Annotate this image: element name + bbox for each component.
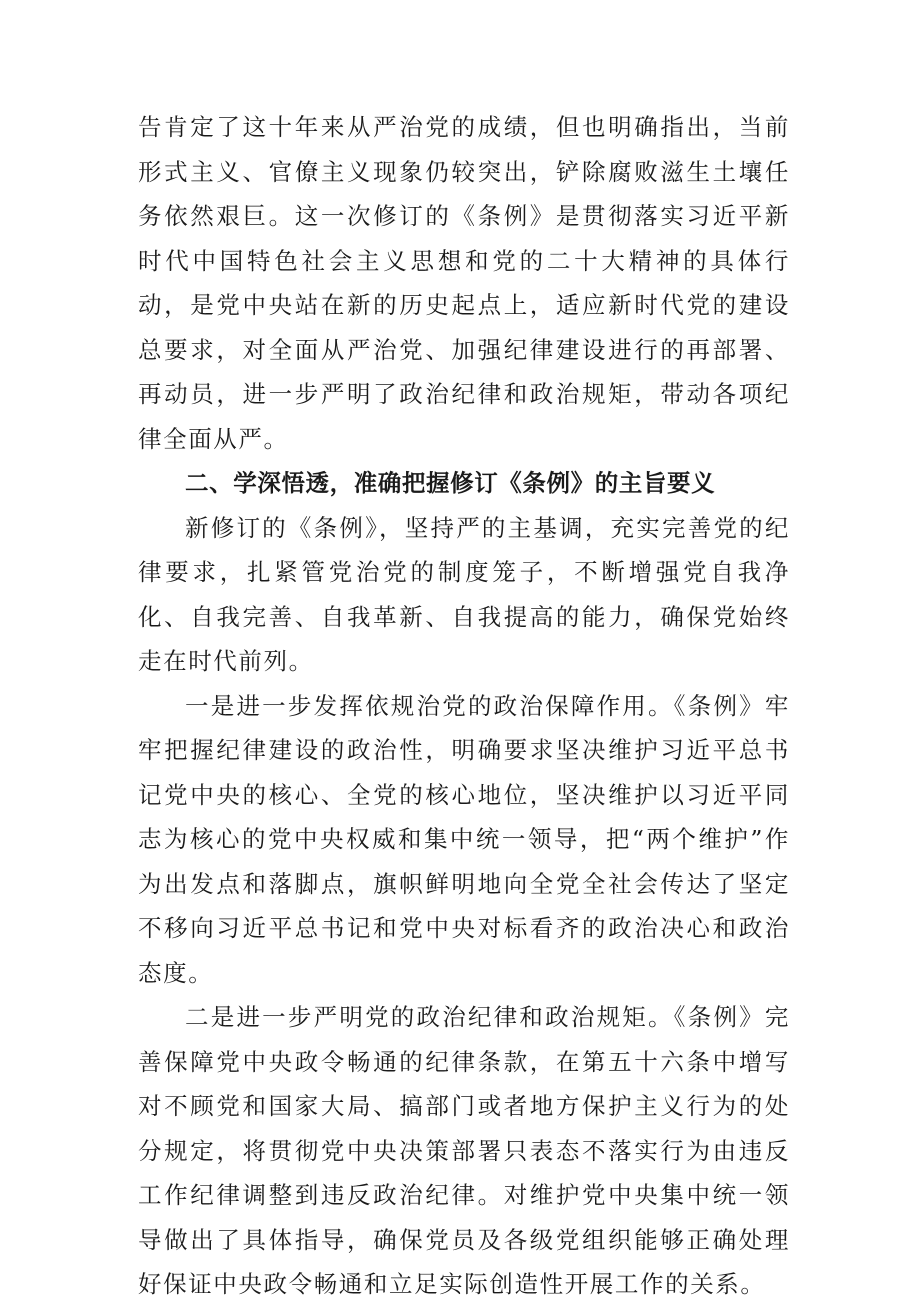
paragraph-intro: 新修订的《条例》，坚持严的主基调，充实完善党的纪律要求，扎紧管党治党的制度笼子，不断增强党自我净化、自我完善、自我革新、自我提高的能力，确保党始终走在时代前列。 [138,513,790,675]
section-heading: 二、学深悟透，准确把握修订《条例》的主旨要义 [185,469,716,497]
paragraph-point-one: 一是进一步发挥依规治党的政治保障作用。《条例》牢牢把握纪律建设的政治性，明确要求坚决维护习近平总书记党中央的核心、全党的核心地位，坚决维护以习近平同志为核心的党中央权威和集中统一领导，把“两个维护”作为出发点和落脚点，旗帜鲜明地向全党全社会传达了坚定不移向习近平总书记和党中央对标看齐的政治决心和政治态度。 [138,691,790,987]
paragraph-point-two: 二是进一步严明党的政治纪律和政治规矩。《条例》完善保障党中央政令畅通的纪律条款，在第五十六条中增写对不顾党和国家大局、搞部门或者地方保护主义行为的处分规定，将贯彻党中央决策部署只表态不落实行为由违反工作纪律调整到违反政治纪律。对维护党中央集中统一领导做出了具体指导，确保党员及各级党组织能够正确处理好保证中央政令畅通和立足实际创造性开展工作的关系。 [138,1003,790,1298]
paragraph-continuation: 告肯定了这十年来从严治党的成绩，但也明确指出，当前形式主义、官僚主义现象仍较突出，铲除腐败滋生土壤任务依然艰巨。这一次修订的《条例》是贯彻落实习近平新时代中国特色社会主义思想和党的二十大精神的具体行动，是党中央站在新的历史起点上，适应新时代党的建设总要求，对全面从严治党、加强纪律建设进行的再部署、再动员，进一步严明了政治纪律和政治规矩，带动各项纪律全面从严。 [138,113,790,453]
